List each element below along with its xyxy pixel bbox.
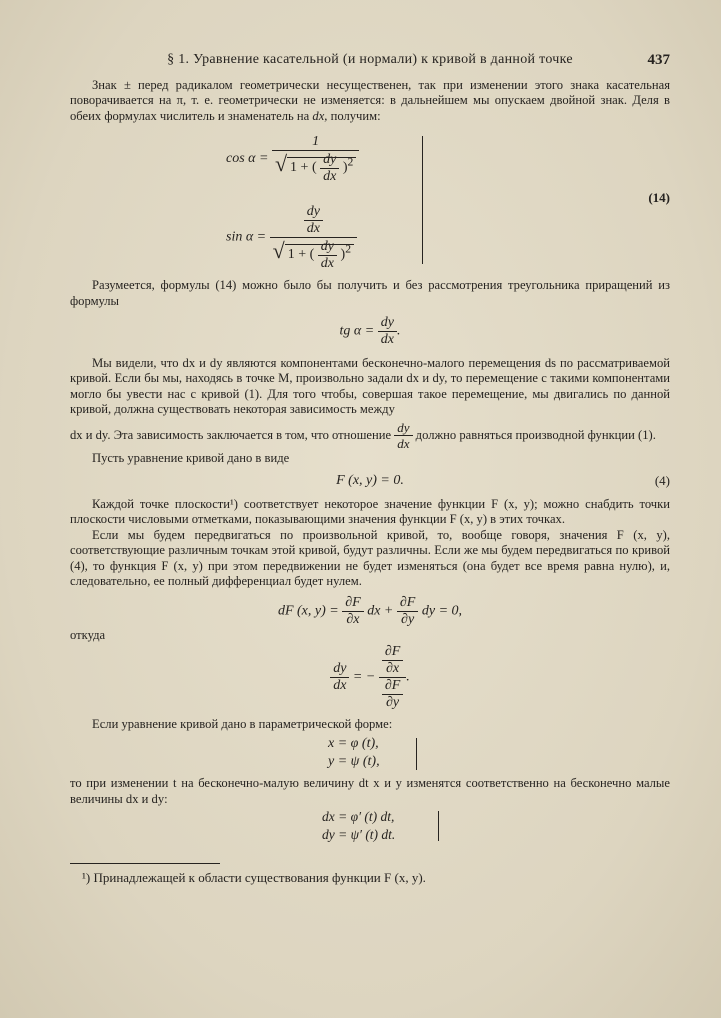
running-header [70,52,670,78]
square: 2 [347,155,354,169]
dF-dy-frac [397,595,418,628]
formula-4 [70,473,670,489]
tg-fraction [378,315,397,348]
dydx-rhs-num [379,644,406,678]
param-y: y = ψ (t), [328,754,380,770]
radicand: 1 + ( $\frac{dy}{dx}$ )$^2$ [287,157,356,177]
frac-dy-2: dy [318,239,337,256]
tg-num: dy [378,315,397,332]
dydx-eq: = − [352,669,376,685]
dydx-end: . [406,669,410,685]
dF-den-y: ∂y [401,612,415,628]
paragraph-sign [70,78,670,124]
diff-dy: dy = ψ′ (t) dt. [322,826,396,842]
differential-formula [70,595,670,628]
dx-var: dx, [312,108,328,123]
dF-den-x: ∂x [346,612,360,628]
param-formula [70,734,670,774]
dF-num-1: ∂F [342,595,363,612]
cos-lhs: cos α = [226,151,269,167]
page-number: 437 [647,52,670,68]
dF-dx-frac [342,595,363,628]
tg-lhs: tg α = [339,323,375,339]
dydx-num: dy [330,661,349,678]
Fy-frac [382,678,403,711]
sin-num-dy: dy [304,204,323,221]
Fx-den: ∂x [385,660,400,676]
eq4-expr: F (x, y) = 0. [336,472,404,488]
Fy-den: ∂y [385,694,400,710]
paragraph-every-point: Каждой точке плоскости¹) соответствует некоторое значение функции F (x, y); можно снабдить точки плоскости числовыми отметками, показывающими значения функции F (x, y) в этих точках. [70,496,670,527]
cos-fraction [272,134,359,184]
cos-denominator [272,151,359,184]
square-2: 2 [345,242,352,256]
ratio-text-b: должно равняться производной функции (1). [415,427,656,442]
sin-formula [226,204,357,271]
ratio-fraction [394,420,412,452]
diff-brace [438,811,439,841]
frac-dx-2: dx [320,255,335,271]
param-brace [416,738,417,770]
paragraph-moving: Если мы будем передвигаться по произвольной кривой, то, вообще говоря, значения F (x, y), соответствующие различным точкам этой кривой, будут различны. Если же мы будем передвигаться по кривой (4), то функция F (x, y) при этом передвижении не будет изменяться (она будет все время равна нулю), и, следовательно, ее полный дифференциал будет нулем. [70,527,670,588]
ratio-num: dy [394,420,412,436]
paragraph-ratio [70,420,670,452]
dydx-rhs-den [379,678,406,711]
diff-dx: dx = φ′ (t) dt, [322,808,395,824]
dF-term-2: dy = 0, [421,604,463,620]
one: 1 [312,134,320,150]
page-content [70,52,670,885]
Fx-num: ∂F [382,644,403,661]
paragraph-sign-tail: получим: [330,108,381,123]
dF-term-1: dx + [367,604,394,620]
tg-end: . [396,323,401,339]
dydx-den: dx [333,677,347,693]
diff-formula [70,809,670,845]
radicand-2: 1 + ( $\frac{dy}{dx}$ )$^2$ [285,244,354,264]
sin-numerator [270,204,357,238]
paragraph-change-t: то при изменении t на бесконечно-малую величину dt x и y изменятся соответственно на бесконечно малые величины dx и dy: [70,776,670,806]
dydx-formula [70,644,670,711]
formula-14 [70,128,670,278]
frac-dy: dy [320,152,339,169]
paragraph-components: Мы видели, что dx и dy являются компонентами бесконечно-малого перемещения ds по рассматриваемой кривой. Если бы мы, находясь в точке M, произвольно задали dx и dy, то перемещение с такими компонентами могло бы увести нас с кривой (1). Для того чтобы, совершая такое перемещение, мы двигались по данной кривой, должна существовать некоторая зависимость между [70,356,670,417]
dy-dx-frac [320,152,339,185]
cos-formula [226,134,359,184]
footnote: ¹) Принадлежащей к области существования функции F (x, y). [82,869,426,885]
formula-brace [422,136,423,264]
sqrt-sign-2: √ [272,238,285,264]
eq-number-14: (14) [648,190,670,206]
ratio-den: dx [397,436,410,452]
one-plus-2: 1 + [287,247,307,263]
ratio-text-a: dx и dy. Эта зависимость заключается в том, что отношение [70,427,392,442]
sin-denominator [270,238,357,271]
dydx-rhs-frac [379,644,406,711]
cos-numerator [272,134,359,151]
Fx-frac [382,644,403,677]
frac-dx: dx [323,168,337,184]
dF-lhs: dF (x, y) = [277,604,339,620]
sin-lhs: sin α = [226,229,267,245]
Fy-num: ∂F [382,678,403,695]
eq-number-4: (4) [654,472,670,488]
paragraph-parametric: Если уравнение кривой дано в параметрической форме: [92,716,393,731]
footnote-rule [70,863,220,864]
whence-label: откуда [70,628,106,643]
paragraph-obviously: Разумеется, формулы (14) можно было бы получить и без рассмотрения треугольника приращений из формулы [70,278,670,308]
sin-fraction [270,204,357,271]
dydx-lhs-frac [330,661,349,694]
dy-dx-frac-2 [318,239,337,272]
tg-den: dx [380,332,394,348]
tg-formula [70,315,670,348]
paragraph-let: Пусть уравнение кривой дано в виде [92,451,290,466]
section-title: § 1. Уравнение касательной (и нормали) к кривой в данной точке [167,52,573,67]
paragraph-sign-text: Знак ± перед радикалом геометрически несущественен, так при изменении этого знака касательная поворачивается на π, т. е. геометрически не изменяется: в дальнейшем мы опускаем двойной знак. Деля в обеих формулах числитель и знаменатель на [70,78,670,123]
sin-num-frac [304,204,323,237]
param-x: x = φ (t), [328,736,379,752]
sin-num-dx: dx [306,221,320,237]
one-plus: 1 + [290,160,309,176]
sqrt-sign: √ [274,151,288,177]
dF-num-2: ∂F [397,595,418,612]
